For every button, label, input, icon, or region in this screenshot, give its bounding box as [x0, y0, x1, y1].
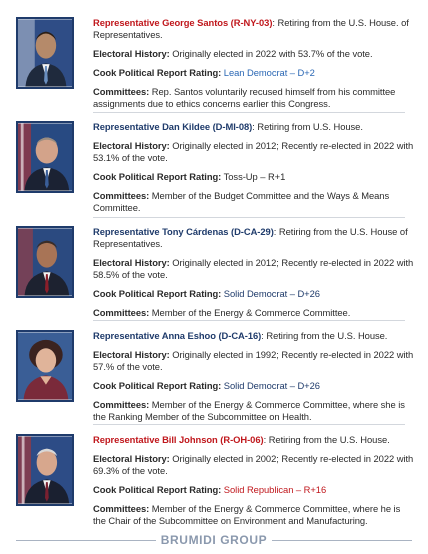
member-status: : Retiring from the U.S. House. — [261, 330, 388, 341]
member-name: Representative Anna Eshoo (D-CA-16) — [93, 330, 262, 341]
member-status: : Retiring from the U.S. House of Representatives. — [93, 226, 408, 249]
entry-divider — [93, 320, 405, 321]
history-text: Originally elected in 2002; Recently re-elected in 2022 with 69.3% of the vote. — [93, 453, 414, 476]
member-status: : Retiring from U.S. House. — [252, 121, 363, 132]
member-portrait — [16, 226, 74, 298]
history-label: Electoral History: — [93, 48, 170, 59]
member-name: Representative Dan Kildee (D-MI-08) — [93, 121, 253, 132]
rating-label: Cook Political Report Rating: — [93, 484, 222, 495]
committees-text: Member of the Energy & Commerce Committee, where he is the Chair of the Subcommittee on Environment and Manufacturing. — [93, 503, 401, 526]
entry-divider — [93, 424, 405, 425]
committees-text: Member of the Budget Committee and the Ways & Means Committee. — [93, 190, 390, 213]
member-name: Representative Bill Johnson (R-OH-06) — [93, 434, 264, 445]
portrait-icon — [18, 332, 72, 400]
member-portrait — [16, 17, 74, 89]
committees-text: Member of the Energy & Commerce Committee. — [149, 307, 351, 318]
portrait-icon — [18, 19, 72, 87]
member-portrait — [16, 330, 74, 402]
committees-text: Rep. Santos voluntarily recused himself from his committee assignments due to ethics concerns earlier this Congress. — [93, 86, 396, 109]
member-portrait — [16, 434, 74, 506]
footer-brand: BRUMIDI GROUP — [160, 533, 268, 547]
rating-value: Solid Republican – R+16 — [221, 484, 327, 495]
portrait-icon — [18, 436, 72, 504]
committees-label: Committees: — [93, 503, 150, 514]
member-portrait — [16, 121, 74, 193]
rating-value: Toss-Up – R+1 — [221, 171, 286, 182]
committees-text: Member of the Energy & Commerce Committee, where she is the Ranking Member of the Subcommittee on Health. — [93, 399, 405, 422]
footer-rule-right — [272, 540, 412, 541]
committees-label: Committees: — [93, 399, 150, 410]
footer-rule-left — [16, 540, 156, 541]
member-name: Representative Tony Cárdenas (D-CA-29) — [93, 226, 274, 237]
member-status: : Retiring from the U.S. House. of Representatives. — [93, 17, 409, 40]
history-label: Electoral History: — [93, 257, 170, 268]
committees-label: Committees: — [93, 190, 150, 201]
rating-value: Solid Democrat – D+26 — [221, 380, 320, 391]
rating-value: Lean Democrat – D+2 — [221, 67, 315, 78]
entry-divider — [93, 217, 405, 218]
history-text: Originally elected in 2022 with 53.7% of the vote. — [169, 48, 373, 59]
rating-label: Cook Political Report Rating: — [93, 288, 222, 299]
committees-label: Committees: — [93, 86, 150, 97]
rating-label: Cook Political Report Rating: — [93, 380, 222, 391]
page-footer — [0, 531, 428, 549]
history-text: Originally elected in 1992; Recently re-elected in 2022 with 57.% of the vote. — [93, 349, 414, 372]
history-text: Originally elected in 2012; Recently re-elected in 2022 with 53.1% of the vote. — [93, 140, 414, 163]
rating-label: Cook Political Report Rating: — [93, 171, 222, 182]
member-status: : Retiring from the U.S. House. — [263, 434, 390, 445]
entry-divider — [93, 112, 405, 113]
history-text: Originally elected in 2012; Recently re-elected in 2022 with 58.5% of the vote. — [93, 257, 414, 280]
committees-label: Committees: — [93, 307, 150, 318]
history-label: Electoral History: — [93, 140, 170, 151]
history-label: Electoral History: — [93, 349, 170, 360]
member-name: Representative George Santos (R-NY-03) — [93, 17, 273, 28]
portrait-icon — [18, 228, 72, 296]
portrait-icon — [18, 123, 72, 191]
rating-label: Cook Political Report Rating: — [93, 67, 222, 78]
history-label: Electoral History: — [93, 453, 170, 464]
rating-value: Solid Democrat – D+26 — [221, 288, 320, 299]
